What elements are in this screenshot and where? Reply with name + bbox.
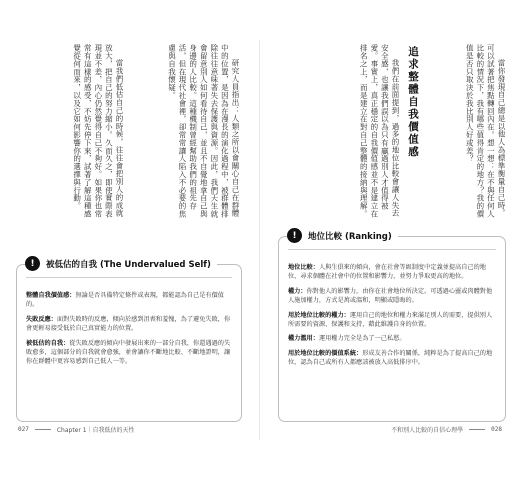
page-number: 027	[18, 426, 29, 433]
glossary-divider	[288, 249, 496, 250]
glossary-definition: 無論是否具備特定條件或表現，都能認為自己是有價值的。	[26, 292, 224, 309]
glossary-term: 失敗反應：	[26, 315, 57, 323]
left-body-text-left-block: 當我們低估自己的時候，往往會把別人的成就放大，把自己的努力縮小。久而久之，即使實際表現並不差，內心仍然覺得自己不夠好。如果你也常常有這樣的感受，不妨先停下來，試著了解這種感覺從何而來，以及它如何影響你的選擇與行動。	[72, 44, 124, 218]
exclamation-icon: !	[25, 256, 40, 271]
glossary-entry	[288, 263, 496, 282]
right-body-text-bottom: 我們在前面提到，過多的地位比較會讓人失去安全感，也讓我們誤以為只有贏過別人才值得被愛。事實上，真正穩定的自我價值感並不是建立在排名之上，而是建立在對自己整體的接納與理解。	[359, 44, 400, 218]
glossary-box-title: 被低估的自我 (The Undervalued Self)	[46, 259, 211, 270]
left-page	[12, 40, 244, 440]
footer-divider	[469, 429, 485, 430]
glossary-definition: 從失敗反應的傾向中發展出來的一部分自我，你還遇過的失敗愈多，這個部分的自我就會愈強，並會讓你不斷地比較、不斷地證明，讓你在群體中更容易感到自己低人一等。	[26, 339, 231, 366]
right-body-text-top: 當你發現自己總是以他人為標準衡量自己時，可以試著把焦點轉回內在。想一想：在不與任何人比較的情況下，我有哪些值得肯定的地方？我的價值是否只取決於我比別人好或差？	[465, 44, 506, 218]
glossary-entry	[288, 287, 496, 306]
glossary-entry	[288, 311, 496, 330]
glossary-box-header	[25, 256, 217, 271]
glossary-term: 用於地位比較的價值系統：	[288, 349, 363, 357]
glossary-definition: 形成友善合作的關係，純粹是為了提高自己的地位，認為自己或所有人都應該被放入高低排序中。	[288, 349, 493, 367]
glossary-term: 權力濫用：	[288, 335, 319, 343]
glossary-box-title: 地位比較 (Ranking)	[308, 231, 392, 242]
glossary-term: 用於地位比較的權力：	[288, 311, 350, 319]
book-spine	[259, 40, 260, 440]
section-title: 追求整體自我價值感	[407, 46, 419, 159]
glossary-term: 權力：	[288, 287, 307, 295]
right-footer	[391, 425, 502, 434]
glossary-definition: 面對失敗時的反應，傾向於感到沮喪和羞愧，為了避免失敗，你會更輕易接受低於自己真實能力的位置。	[26, 315, 231, 333]
glossary-box-ranking	[278, 230, 506, 422]
left-body-text-right-block: 研究人員指出：人類之所以會關心自己在群體中的位置，是因為在漫長的演化過程中，被群體排除往往意味著失去保護與資源。因此，我們天生就會留意別人如何看待自己，並且不自覺地拿自己與身邊的人比較。這種機制曾經幫助我們的祖先存活，但在現代社會裡，卻常常讓人陷入不必要的焦慮與自我懷疑。	[167, 44, 240, 218]
footer-divider	[35, 429, 51, 430]
exclamation-icon: !	[287, 228, 302, 243]
glossary-divider	[26, 277, 232, 278]
glossary-definition: 運用自己的地位和權力來滿足別人的需要，提供別人所需要的資源、保護和支持，藉此維護自身的位置。	[288, 311, 493, 329]
glossary-entry	[26, 339, 232, 367]
glossary-entry	[288, 349, 496, 368]
glossary-entry	[26, 315, 232, 334]
glossary-definition: 人與生俱來的傾向，會在社會等級制度中定義並提高自己的地位，尋求個體在社會中的位置和影響力，並努力爭取更高的地位。	[288, 264, 486, 281]
glossary-box-header	[287, 228, 398, 243]
page-number: 028	[491, 426, 502, 433]
glossary-term: 地位比較：	[288, 264, 319, 271]
right-page	[276, 40, 508, 440]
glossary-entry	[288, 334, 496, 343]
glossary-entry	[26, 291, 232, 310]
glossary-term: 被低估的自我：	[26, 339, 70, 347]
left-footer	[18, 425, 135, 434]
chapter-title: Chapter 1｜自我低估的天性	[56, 427, 135, 434]
glossary-definition: 你對他人的影響力，由你在社會地位所決定。可透過心靈或肉體對他人施加權力，方式是萬或溫和，明顯或隱晦的。	[288, 287, 493, 305]
book-title: 不和別人比較的自信心理學	[391, 427, 464, 434]
glossary-term: 整體自我價值感：	[26, 292, 76, 299]
glossary-definition: 運用權力完全是為了一己私慾。	[318, 335, 406, 343]
glossary-box-undervalued-self	[16, 258, 242, 422]
